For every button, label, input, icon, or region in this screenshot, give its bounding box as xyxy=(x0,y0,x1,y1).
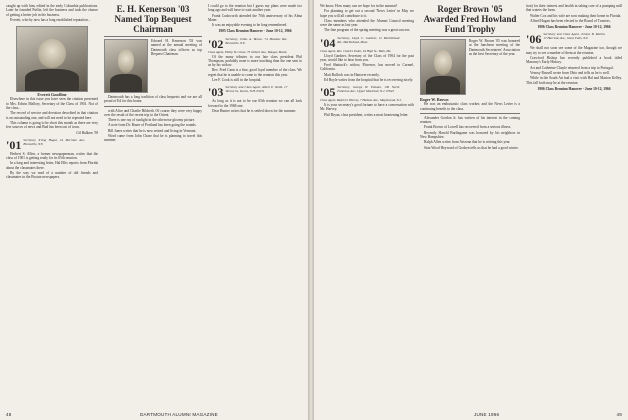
paragraph: Word came from John Chase that he is planning to travel this summer. xyxy=(104,134,202,143)
paragraph: The record of service and devotion described in that citation is an outstanding one, and will not need to be repeated here. xyxy=(6,111,98,120)
paragraph: Of the many tributes to our late class president Phil Thompson, probably none is more touching than the one sent to us by his widow. xyxy=(208,54,302,68)
class-year: '05 xyxy=(320,85,336,100)
right-column-2 xyxy=(420,4,520,151)
page-number: 48 xyxy=(6,412,12,417)
photo-caption: Everett Goodline xyxy=(37,92,67,98)
paragraph: We shall not soon see some of the Magazine too, though we may try to see a number of them at the reunion. xyxy=(526,46,622,55)
paragraph: Class members who attended the Alumni Council meeting were the same as last year. xyxy=(320,18,414,28)
paragraph: While in the South Art had a visit with Hal and Marion Kelley. This fall both may be at the reunion. xyxy=(526,76,622,85)
paragraph: We know. How many can we hope for in the autumn? xyxy=(320,4,398,8)
left-column-2 xyxy=(104,4,202,144)
class-year: '02 xyxy=(208,36,224,51)
paragraph: Alfred Hogan has been elected to the Board of Trustees. xyxy=(530,18,611,23)
right-column-3 xyxy=(526,4,622,93)
class-heading xyxy=(208,86,302,98)
class-secretary: Secretary and Class Agent, Albert E. Smith, 17 Vernon St., Keene, N.H. 03431 xyxy=(225,85,288,94)
paragraph: Frank Cushworth attended the 70th anniversary of his Alma Mater. xyxy=(208,13,302,22)
paragraph: Ed Boyle writes from the hospital that he is recovering nicely. xyxy=(324,78,414,83)
class-year: '06 xyxy=(526,32,542,47)
class-secretary: Secretary, Julius A. Brown, 74 Meadow Rd., Bronxville, N.Y. xyxy=(225,36,288,45)
paragraph: Lee F. Cook is still in the hospital. xyxy=(212,78,262,83)
class-secretary: Secretary, Lloyd C. Gardner, 12 Marblehead Rd., Marblehead, Mass. xyxy=(337,35,400,44)
magazine-title: DARTMOUTH ALUMNI MAGAZINE xyxy=(140,412,218,417)
class-heading xyxy=(6,139,98,151)
paragraph: A note from Dr. Bauer of Portland has been going the rounds. xyxy=(108,123,197,128)
paragraph: Venosy Russell wrote from Ohio and tells us he is well. xyxy=(530,70,610,75)
class-agent: Class Agent, Ralph D. Harvey, 7 Hudson Ave., Maplewood, N.J. xyxy=(320,98,402,103)
paragraph: with Alice and Charlie Hildreth. Of course they were very happy over the result of the recent trip to the Orient. xyxy=(104,108,202,117)
paragraph: Fred Shattuck's widow, Florence, has moved to Carmel, California. xyxy=(320,63,414,72)
paragraph: Phil Bryan, class president, writes a most heartening letter. xyxy=(324,112,409,117)
class-year: '04 xyxy=(320,35,336,50)
portrait-photo xyxy=(16,26,88,92)
class-heading xyxy=(208,38,302,50)
reunion-notice: 1906 Class Reunion Hanover - June 10-12, 1966 xyxy=(537,25,611,30)
paragraph: Crawford Bishop has recently published a book titled Masonry's Early History. xyxy=(526,56,622,65)
portrait-photo xyxy=(104,39,148,93)
paragraph: It was an enjoyable evening to be long remembered. xyxy=(212,23,288,28)
paragraph: Herbert S. Allen, a former newspaperman, writes that the class of 1901 is getting ready for its 65th reunion. xyxy=(6,151,98,161)
photo-caption: Roger W. Brown xyxy=(420,97,449,102)
paragraph: As long as it is not to be our 65th reunion we can all look forward to the 1968 one. xyxy=(208,99,302,108)
paragraph: This column is going to be short this month as there are very few sources of news and Bud has been out of town. xyxy=(6,120,98,130)
paragraph: Ralph Allen writes from Arizona that he is retiring this year. xyxy=(424,140,511,145)
paragraph: Stan Wood Heyward of Goshen tells us that he had a good winter. xyxy=(424,145,519,150)
right-page xyxy=(314,0,628,420)
paragraph: Lloyd Gardner, Secretary of the Class of 1904 for the past year, would like to hear from you. xyxy=(320,53,414,62)
paragraph: Art and Catherine Chayle returned from a trip to Portugal. xyxy=(530,65,614,70)
headline: E. H. Kenerson '03 Named Top Bequest Chairman xyxy=(114,4,192,34)
paragraph: It is your secretary's good fortune to have a conversation with Mr. Harvey. xyxy=(320,103,414,112)
class-agent: Class Agent, Rev. Charles Tudor, 94 High St., Bath, Me. xyxy=(320,48,392,53)
left-column-1 xyxy=(6,4,98,181)
paragraph: Recently Harold Burlingame was honored by his neighbors in New Hampshire. xyxy=(420,130,520,140)
left-page xyxy=(0,0,308,420)
paragraph: In a long and interesting letter, Hal Ellis reports from Florida about the classmates there. xyxy=(6,161,98,170)
paragraph: He was an enthusiastic class worker, and the News Letter is a continuing benefit to the class. xyxy=(420,102,520,111)
paragraph: Dear Hunter writes that he is settled down for the summer. xyxy=(212,108,297,113)
portrait-photo xyxy=(420,39,466,95)
left-column-3 xyxy=(208,4,302,114)
issue-date: JUNE 1966 xyxy=(474,412,500,417)
class-secretary: Secretary and Class Agent, Jerome B. Martin, 17 Harrison Ave., Glens Falls, N.Y. xyxy=(543,32,606,41)
class-secretary: Secretary, Irving Hagar, 24 Merriam Ave., Bronxville, N.Y. xyxy=(23,137,86,146)
class-year: '01 xyxy=(6,137,22,152)
class-secretary: Secretary, George W. Putnam, 136 North Fullerton Ave., Upper Montclair, N.J. 07043 xyxy=(337,85,400,94)
paragraph: Rev. Fred Cann is a fine, good loyal member of the class. We regret that he is unable to come to the reunion this year. xyxy=(208,68,302,77)
right-column-1 xyxy=(320,4,414,118)
paragraph: Frank Brown of Lowell has recovered from a serious illness. xyxy=(424,125,512,130)
paragraph: Everett, who by now has a long established reputation... xyxy=(10,17,91,22)
reunion-notice: 1906 Class Reunion Hanover - June 10-12, 1966 xyxy=(537,86,611,91)
paragraph: For planning to get out a second 'News Letter' in May we hope you will all contribute to it. xyxy=(320,9,414,18)
paragraph: Roger W. Brown '05 was honored at the luncheon meeting of the Dartmouth Secretaries' Association as the best Secretary of the year. xyxy=(469,39,520,56)
paragraph: Bill Jones writes that he is now retired and living in Vermont. xyxy=(108,128,197,133)
class-heading xyxy=(320,86,414,98)
paragraph: There is one ray of sunlight in the otherwise gloomy picture. xyxy=(108,118,196,123)
paragraph: Matt Bullock was in Hanover recently. xyxy=(324,72,380,77)
paragraph: tion) for their interest and health in taking care of a pumping mill that waters the farm. xyxy=(526,4,622,13)
class-year: '03 xyxy=(208,85,224,100)
paragraph: Elsewhere in this issue you have seen the citation presented to Mrs. Edwin Mallory, Secretary of the Class of 1901. Not of the class... xyxy=(6,97,98,111)
page-number: 49 xyxy=(616,412,622,417)
signature: Gil Balkam '38 xyxy=(76,130,98,135)
class-agent: Class Agent, Philip W. Chase, 73 Gilbert Ave., Bangor, Maine xyxy=(208,49,287,54)
class-heading xyxy=(526,33,622,45)
paragraph: Dartmouth has a long tradition of class bequests and we are all proud of Ed for this honor. xyxy=(104,95,202,104)
paragraph: caught up with him, edited in the early Columbia publications. Later he founded Puffin, left the business and took the chance of getting a better job in the business. xyxy=(6,4,98,17)
class-heading xyxy=(320,37,414,49)
paragraph: I could go to the reunion but I guess my plans were made too long ago and will have to wait another year. xyxy=(208,4,302,13)
paragraph: Edward H. Kenerson '03 was named at the annual meeting of Dartmouth class officers as top Bequest Chairman. xyxy=(151,39,202,56)
paragraph: Walter Cox and his wife are now making their home in Florida. xyxy=(530,13,622,18)
paragraph: By the way we read of a number of old friends and classmates in the Boston newspapers. xyxy=(6,171,98,180)
paragraph: Alexander Gordon Jr. has written of his interest in the coming reunion. xyxy=(420,115,520,125)
paragraph: The fine program of the spring meeting was a great success. xyxy=(324,28,411,33)
reunion-notice: 1905 Class Reunion Hanover - June 10-12, 1966 xyxy=(218,29,292,34)
headline: Roger Brown '05 Awarded Fred Howland Fund Trophy xyxy=(423,4,517,34)
